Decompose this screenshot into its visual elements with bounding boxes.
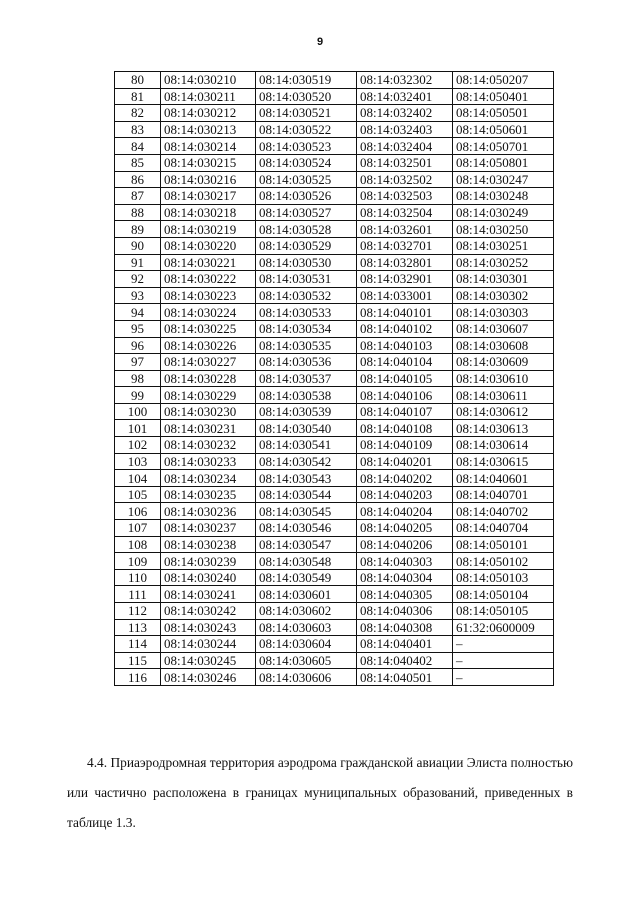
- cadastral-code-cell: 08:14:030213: [161, 121, 256, 138]
- cadastral-code-cell: 08:14:030609: [453, 354, 554, 371]
- cadastral-code-cell: 08:14:030527: [256, 204, 357, 221]
- page-number: 9: [316, 36, 324, 48]
- cadastral-code-cell: 08:14:030605: [256, 652, 357, 669]
- cadastral-code-cell: 08:14:030240: [161, 569, 256, 586]
- section-paragraph: [67, 748, 573, 838]
- table-row: [115, 121, 554, 138]
- table-row: [115, 221, 554, 238]
- cadastral-code-cell: 08:14:040108: [357, 420, 453, 437]
- row-number-cell: 84: [115, 138, 161, 155]
- cadastral-code-cell: 08:14:032401: [357, 88, 453, 105]
- row-number-cell: 83: [115, 121, 161, 138]
- cadastral-code-cell: 08:14:030602: [256, 603, 357, 620]
- table-row: [115, 470, 554, 487]
- row-number-cell: 112: [115, 603, 161, 620]
- cadastral-code-cell: 08:14:040103: [357, 337, 453, 354]
- table-row: [115, 403, 554, 420]
- row-number-cell: 106: [115, 503, 161, 520]
- table-row: [115, 320, 554, 337]
- table-row: [115, 188, 554, 205]
- row-number-cell: 86: [115, 171, 161, 188]
- cadastral-code-cell: –: [453, 669, 554, 686]
- row-number-cell: 103: [115, 453, 161, 470]
- row-number-cell: 87: [115, 188, 161, 205]
- table-row: [115, 486, 554, 503]
- cadastral-code-cell: 08:14:030214: [161, 138, 256, 155]
- cadastral-code-cell: 08:14:040104: [357, 354, 453, 371]
- cadastral-code-cell: 08:14:040303: [357, 553, 453, 570]
- row-number-cell: 98: [115, 370, 161, 387]
- cadastral-code-cell: 08:14:030547: [256, 536, 357, 553]
- cadastral-code-cell: 08:14:030226: [161, 337, 256, 354]
- cadastral-code-cell: 08:14:032901: [357, 271, 453, 288]
- cadastral-code-cell: 08:14:030601: [256, 586, 357, 603]
- cadastral-code-cell: 08:14:030535: [256, 337, 357, 354]
- cadastral-code-cell: 08:14:040203: [357, 486, 453, 503]
- table-row: [115, 105, 554, 122]
- row-number-cell: 113: [115, 619, 161, 636]
- cadastral-code-cell: 08:14:030521: [256, 105, 357, 122]
- cadastral-code-cell: 08:14:030218: [161, 204, 256, 221]
- cadastral-code-cell: 08:14:040107: [357, 403, 453, 420]
- table-row: [115, 553, 554, 570]
- cadastral-code-cell: 08:14:030544: [256, 486, 357, 503]
- row-number-cell: 104: [115, 470, 161, 487]
- table-row: [115, 420, 554, 437]
- cadastral-code-cell: 08:14:030537: [256, 370, 357, 387]
- row-number-cell: 100: [115, 403, 161, 420]
- cadastral-code-cell: 08:14:030212: [161, 105, 256, 122]
- row-number-cell: 101: [115, 420, 161, 437]
- row-number-cell: 81: [115, 88, 161, 105]
- row-number-cell: 105: [115, 486, 161, 503]
- row-number-cell: 99: [115, 387, 161, 404]
- cadastral-code-cell: 08:14:040206: [357, 536, 453, 553]
- cadastral-code-cell: 08:14:040402: [357, 652, 453, 669]
- row-number-cell: 111: [115, 586, 161, 603]
- table-row: [115, 88, 554, 105]
- table-row: [115, 652, 554, 669]
- cadastral-code-cell: 08:14:032403: [357, 121, 453, 138]
- cadastral-code-cell: 08:14:040306: [357, 603, 453, 620]
- cadastral-code-cell: 08:14:030229: [161, 387, 256, 404]
- cadastral-code-cell: 08:14:030251: [453, 237, 554, 254]
- cadastral-code-cell: 08:14:030303: [453, 304, 554, 321]
- row-number-cell: 95: [115, 320, 161, 337]
- cadastral-code-cell: 08:14:040401: [357, 636, 453, 653]
- cadastral-code-cell: 08:14:030613: [453, 420, 554, 437]
- cadastral-code-cell: 08:14:040105: [357, 370, 453, 387]
- table-row: [115, 370, 554, 387]
- cadastral-code-cell: 08:14:030227: [161, 354, 256, 371]
- cadastral-code-cell: 08:14:050701: [453, 138, 554, 155]
- row-number-cell: 85: [115, 154, 161, 171]
- cadastral-code-cell: 08:14:040601: [453, 470, 554, 487]
- row-number-cell: 90: [115, 237, 161, 254]
- cadastral-code-cell: 08:14:030228: [161, 370, 256, 387]
- row-number-cell: 96: [115, 337, 161, 354]
- cadastral-code-cell: 08:14:030531: [256, 271, 357, 288]
- row-number-cell: 110: [115, 569, 161, 586]
- paragraph-text: 4.4. Приаэродромная территория аэродрома гражданской авиации Элиста полностью или частично расположена в границах муниципальных образований, приведенных в таблице 1.3.: [67, 755, 573, 830]
- cadastral-code-cell: 08:14:030222: [161, 271, 256, 288]
- table-row: [115, 503, 554, 520]
- cadastral-code-cell: 08:14:040701: [453, 486, 554, 503]
- cadastral-code-cell: 08:14:040109: [357, 437, 453, 454]
- cadastral-code-cell: 08:14:030252: [453, 254, 554, 271]
- cadastral-code-cell: 08:14:030210: [161, 72, 256, 89]
- cadastral-code-cell: 08:14:030546: [256, 520, 357, 537]
- cadastral-code-cell: 08:14:030238: [161, 536, 256, 553]
- table-row: [115, 437, 554, 454]
- cadastral-code-cell: 08:14:030536: [256, 354, 357, 371]
- cadastral-code-cell: 08:14:030523: [256, 138, 357, 155]
- cadastral-code-cell: 08:14:040702: [453, 503, 554, 520]
- cadastral-code-cell: 08:14:050501: [453, 105, 554, 122]
- cadastral-code-cell: 08:14:030241: [161, 586, 256, 603]
- cadastral-code-cell: 08:14:030532: [256, 287, 357, 304]
- cadastral-code-cell: 08:14:030612: [453, 403, 554, 420]
- cadastral-code-cell: 08:14:030548: [256, 553, 357, 570]
- cadastral-code-cell: 08:14:050104: [453, 586, 554, 603]
- cadastral-code-cell: 08:14:030243: [161, 619, 256, 636]
- cadastral-code-cell: 08:14:030247: [453, 171, 554, 188]
- cadastral-code-cell: 08:14:030540: [256, 420, 357, 437]
- row-number-cell: 107: [115, 520, 161, 537]
- cadastral-code-cell: 08:14:030239: [161, 553, 256, 570]
- row-number-cell: 92: [115, 271, 161, 288]
- table-row: [115, 619, 554, 636]
- cadastral-code-cell: 08:14:030606: [256, 669, 357, 686]
- cadastral-code-cell: 08:14:040308: [357, 619, 453, 636]
- cadastral-code-cell: 08:14:030603: [256, 619, 357, 636]
- row-number-cell: 91: [115, 254, 161, 271]
- cadastral-code-cell: 08:14:030549: [256, 569, 357, 586]
- cadastral-code-cell: 08:14:050105: [453, 603, 554, 620]
- row-number-cell: 97: [115, 354, 161, 371]
- table-row: [115, 569, 554, 586]
- cadastral-code-cell: 08:14:040305: [357, 586, 453, 603]
- row-number-cell: 82: [115, 105, 161, 122]
- cadastral-code-cell: 08:14:030235: [161, 486, 256, 503]
- cadastral-code-cell: 08:14:030221: [161, 254, 256, 271]
- row-number-cell: 102: [115, 437, 161, 454]
- cadastral-code-cell: 08:14:030534: [256, 320, 357, 337]
- cadastral-code-cell: 08:14:030533: [256, 304, 357, 321]
- cadastral-code-cell: 08:14:030520: [256, 88, 357, 105]
- table-row: [115, 271, 554, 288]
- cadastral-code-cell: 08:14:030249: [453, 204, 554, 221]
- cadastral-code-cell: 08:14:032801: [357, 254, 453, 271]
- cadastral-code-cell: 08:14:030230: [161, 403, 256, 420]
- cadastral-code-cell: 08:14:032601: [357, 221, 453, 238]
- cadastral-code-cell: 08:14:040201: [357, 453, 453, 470]
- cadastral-code-cell: 08:14:033001: [357, 287, 453, 304]
- table-row: [115, 536, 554, 553]
- cadastral-code-cell: 08:14:032302: [357, 72, 453, 89]
- cadastral-code-cell: 08:14:030211: [161, 88, 256, 105]
- cadastral-code-cell: 08:14:040304: [357, 569, 453, 586]
- cadastral-code-cell: 08:14:030607: [453, 320, 554, 337]
- table-row: [115, 337, 554, 354]
- row-number-cell: 108: [115, 536, 161, 553]
- cadastral-code-cell: 08:14:050102: [453, 553, 554, 570]
- cadastral-code-cell: –: [453, 652, 554, 669]
- cadastral-code-cell: 08:14:030610: [453, 370, 554, 387]
- row-number-cell: 94: [115, 304, 161, 321]
- cadastral-code-cell: 08:14:050207: [453, 72, 554, 89]
- cadastral-code-cell: 08:14:030236: [161, 503, 256, 520]
- cadastral-code-cell: 08:14:032502: [357, 171, 453, 188]
- cadastral-code-cell: 08:14:030248: [453, 188, 554, 205]
- cadastral-code-cell: 08:14:030614: [453, 437, 554, 454]
- cadastral-code-cell: 08:14:032503: [357, 188, 453, 205]
- cadastral-code-cell: 08:14:030615: [453, 453, 554, 470]
- cadastral-code-cell: 08:14:030220: [161, 237, 256, 254]
- cadastral-code-cell: 08:14:030215: [161, 154, 256, 171]
- cadastral-code-cell: 61:32:0600009: [453, 619, 554, 636]
- cadastral-code-cell: 08:14:030545: [256, 503, 357, 520]
- cadastral-code-cell: 08:14:050101: [453, 536, 554, 553]
- table-row: [115, 520, 554, 537]
- table-row: [115, 669, 554, 686]
- cadastral-table: [114, 71, 554, 686]
- cadastral-code-cell: 08:14:040704: [453, 520, 554, 537]
- cadastral-code-cell: 08:14:032404: [357, 138, 453, 155]
- cadastral-code-cell: 08:14:030301: [453, 271, 554, 288]
- table-row: [115, 204, 554, 221]
- cadastral-code-cell: 08:14:030604: [256, 636, 357, 653]
- cadastral-code-cell: 08:14:032501: [357, 154, 453, 171]
- cadastral-code-cell: 08:14:040204: [357, 503, 453, 520]
- row-number-cell: 116: [115, 669, 161, 686]
- cadastral-code-cell: 08:14:030234: [161, 470, 256, 487]
- cadastral-code-cell: 08:14:030526: [256, 188, 357, 205]
- table-row: [115, 287, 554, 304]
- cadastral-code-cell: 08:14:030217: [161, 188, 256, 205]
- cadastral-code-cell: 08:14:030539: [256, 403, 357, 420]
- row-number-cell: 88: [115, 204, 161, 221]
- cadastral-code-cell: 08:14:040101: [357, 304, 453, 321]
- table-row: [115, 154, 554, 171]
- row-number-cell: 109: [115, 553, 161, 570]
- table-row: [115, 72, 554, 89]
- table-row: [115, 254, 554, 271]
- cadastral-code-cell: 08:14:030242: [161, 603, 256, 620]
- table-row: [115, 171, 554, 188]
- table-row: [115, 387, 554, 404]
- cadastral-code-cell: 08:14:030524: [256, 154, 357, 171]
- cadastral-code-cell: 08:14:030528: [256, 221, 357, 238]
- cadastral-code-cell: 08:14:030223: [161, 287, 256, 304]
- table-row: [115, 304, 554, 321]
- row-number-cell: 93: [115, 287, 161, 304]
- cadastral-code-cell: 08:14:030530: [256, 254, 357, 271]
- cadastral-code-cell: 08:14:030541: [256, 437, 357, 454]
- cadastral-code-cell: 08:14:030538: [256, 387, 357, 404]
- table-row: [115, 138, 554, 155]
- cadastral-code-cell: 08:14:030608: [453, 337, 554, 354]
- cadastral-code-cell: 08:14:030542: [256, 453, 357, 470]
- cadastral-code-cell: 08:14:030543: [256, 470, 357, 487]
- table-row: [115, 354, 554, 371]
- cadastral-code-cell: 08:14:030231: [161, 420, 256, 437]
- cadastral-code-cell: 08:14:030529: [256, 237, 357, 254]
- table-row: [115, 586, 554, 603]
- cadastral-code-cell: 08:14:030302: [453, 287, 554, 304]
- cadastral-code-cell: 08:14:040205: [357, 520, 453, 537]
- cadastral-code-cell: 08:14:030611: [453, 387, 554, 404]
- cadastral-code-cell: 08:14:030237: [161, 520, 256, 537]
- row-number-cell: 89: [115, 221, 161, 238]
- cadastral-code-cell: 08:14:040501: [357, 669, 453, 686]
- cadastral-code-cell: 08:14:030224: [161, 304, 256, 321]
- cadastral-code-cell: 08:14:030245: [161, 652, 256, 669]
- cadastral-code-cell: 08:14:050601: [453, 121, 554, 138]
- table-row: [115, 603, 554, 620]
- cadastral-code-cell: 08:14:030244: [161, 636, 256, 653]
- cadastral-code-cell: 08:14:040106: [357, 387, 453, 404]
- cadastral-code-cell: 08:14:032504: [357, 204, 453, 221]
- cadastral-code-cell: 08:14:030216: [161, 171, 256, 188]
- cadastral-code-cell: 08:14:030225: [161, 320, 256, 337]
- cadastral-code-cell: 08:14:040102: [357, 320, 453, 337]
- cadastral-code-cell: 08:14:050801: [453, 154, 554, 171]
- row-number-cell: 114: [115, 636, 161, 653]
- cadastral-code-cell: 08:14:040202: [357, 470, 453, 487]
- cadastral-code-cell: 08:14:030250: [453, 221, 554, 238]
- table-row: [115, 636, 554, 653]
- cadastral-code-cell: 08:14:030219: [161, 221, 256, 238]
- cadastral-code-cell: 08:14:032701: [357, 237, 453, 254]
- cadastral-code-cell: 08:14:030519: [256, 72, 357, 89]
- cadastral-code-cell: 08:14:030522: [256, 121, 357, 138]
- cadastral-code-cell: –: [453, 636, 554, 653]
- cadastral-code-cell: 08:14:030525: [256, 171, 357, 188]
- cadastral-code-cell: 08:14:032402: [357, 105, 453, 122]
- cadastral-code-cell: 08:14:050401: [453, 88, 554, 105]
- table-row: [115, 237, 554, 254]
- cadastral-code-cell: 08:14:050103: [453, 569, 554, 586]
- row-number-cell: 80: [115, 72, 161, 89]
- table-row: [115, 453, 554, 470]
- cadastral-code-cell: 08:14:030233: [161, 453, 256, 470]
- cadastral-code-cell: 08:14:030246: [161, 669, 256, 686]
- cadastral-code-cell: 08:14:030232: [161, 437, 256, 454]
- row-number-cell: 115: [115, 652, 161, 669]
